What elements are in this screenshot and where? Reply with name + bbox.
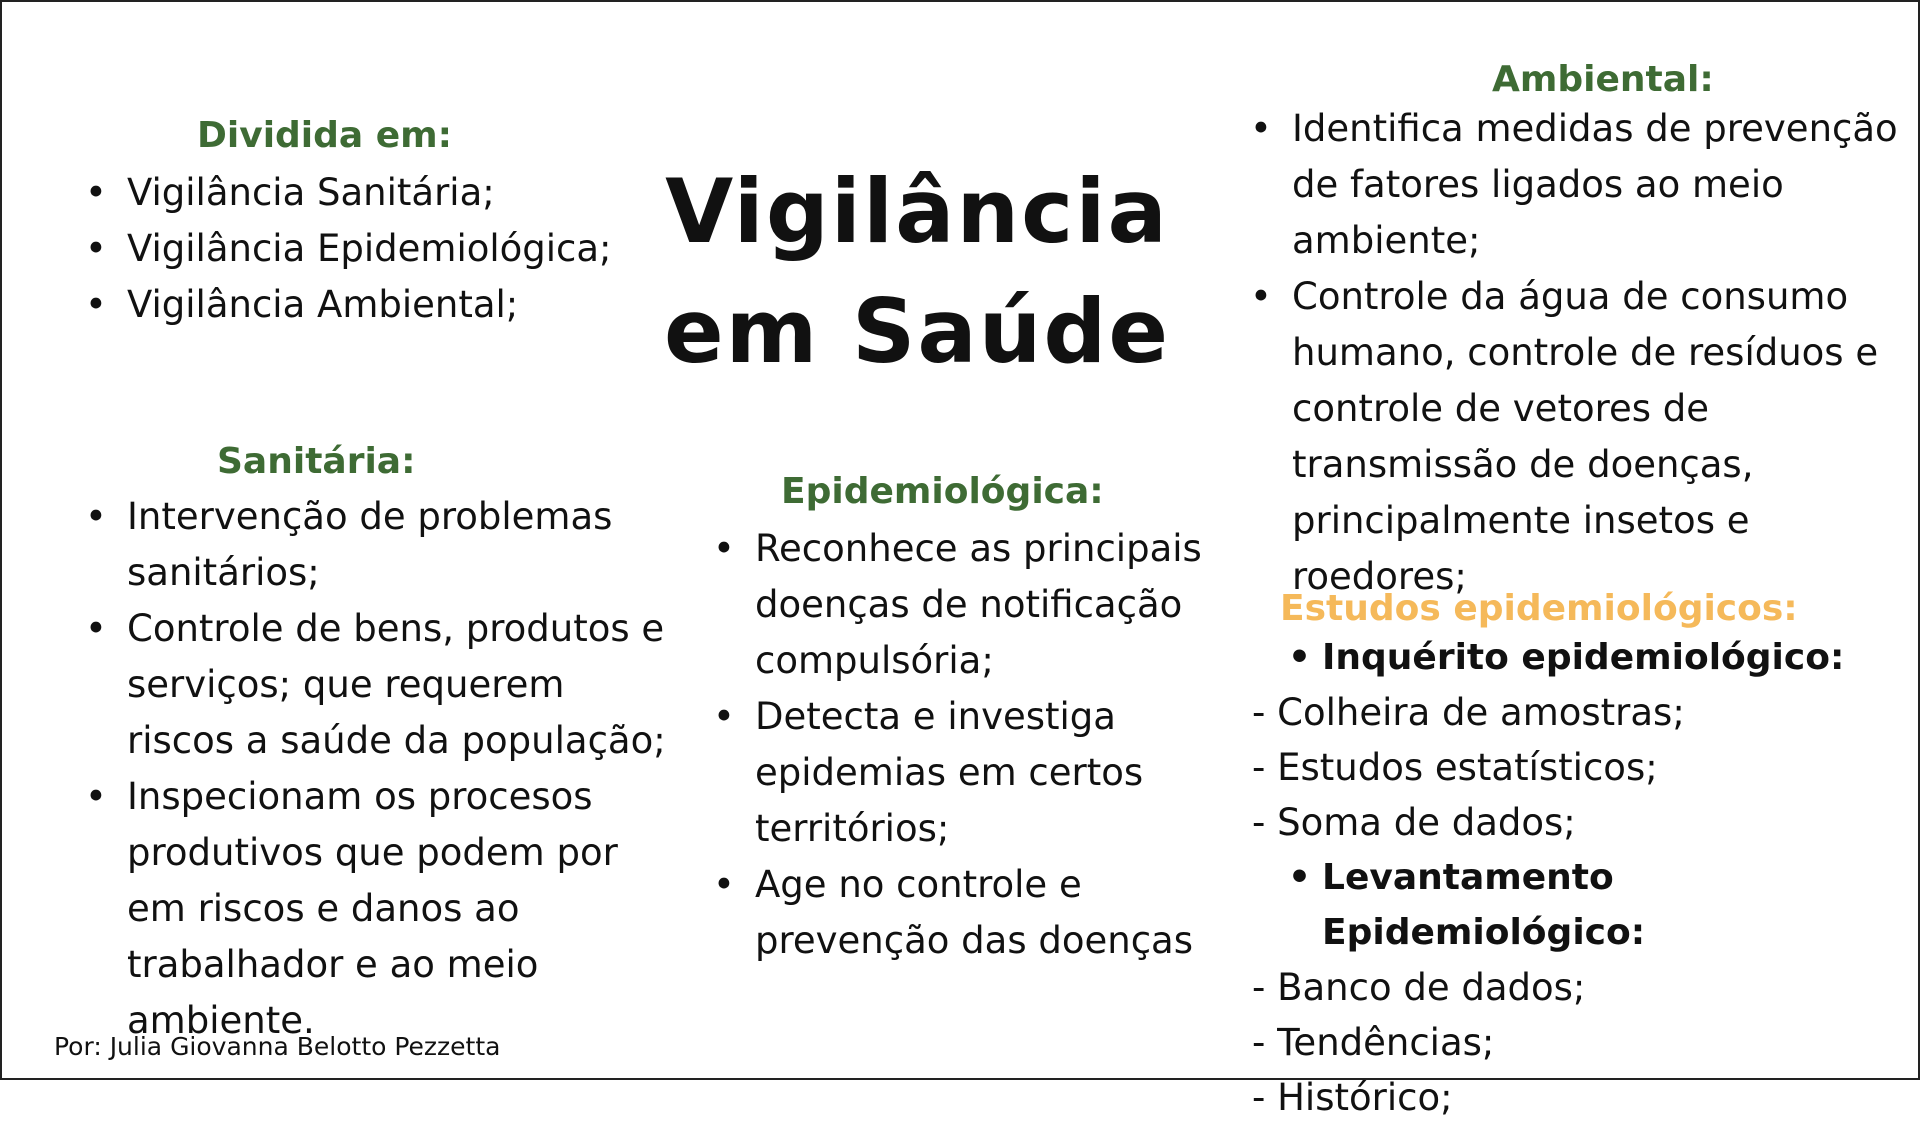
- list-item: • Vigilância Ambiental;: [77, 277, 637, 333]
- ambiental-heading: Ambiental:: [1492, 59, 1714, 100]
- list-item: • Inspecionam os procesos produtivos que podem por em riscos e danos ao trabalhador e ao meio ambiente.: [77, 769, 677, 1049]
- author-credit: Por: Julia Giovanna Belotto Pezzetta: [54, 1032, 501, 1061]
- estudos-heading: Estudos epidemiológicos:: [1280, 588, 1798, 629]
- list-item: - Estudos estatísticos;: [1252, 746, 1658, 790]
- ambiental-list: [1242, 101, 1902, 605]
- ambiental-section: [1242, 58, 1902, 605]
- sanitaria-list: [77, 489, 677, 1049]
- list-item: - Histórico;: [1252, 1076, 1453, 1120]
- list-item: • Controle de bens, produtos e serviços; que requerem riscos a saúde da população;: [77, 601, 677, 769]
- list-item: • Age no controle e prevenção das doenças: [705, 857, 1205, 969]
- title-block: [612, 152, 1222, 392]
- list-item: • Controle da água de consumo humano, controle de resíduos e controle de vetores de transmissão de doenças, principalmente insetos e roedores;: [1242, 269, 1902, 605]
- list-item: • Vigilância Sanitária;: [77, 165, 637, 221]
- list-item: - Soma de dados;: [1252, 801, 1576, 845]
- sanitaria-section: [77, 440, 677, 1049]
- list-item: • Intervenção de problemas sanitários;: [77, 489, 677, 601]
- list-item: - Banco de dados;: [1252, 966, 1586, 1010]
- list-item: • Detecta e investiga epidemias em certos territórios;: [705, 689, 1205, 857]
- levantamento-heading: • Levantamento Epidemiológico:: [1280, 850, 1902, 960]
- sanitaria-heading: Sanitária:: [217, 441, 416, 482]
- inquerito-heading: • Inquérito epidemiológico:: [1280, 630, 1902, 685]
- list-item: - Colheira de amostras;: [1252, 691, 1685, 735]
- list-item: - Tendências;: [1252, 1021, 1495, 1065]
- dividida-section: [77, 114, 637, 333]
- epidemiologica-heading: Epidemiológica:: [781, 471, 1104, 512]
- estudos-section: [1252, 587, 1902, 1125]
- page-title: Vigilância em Saúde: [663, 160, 1171, 383]
- epidemiologica-section: [705, 470, 1205, 969]
- dividida-heading: Dividida em:: [197, 115, 453, 156]
- epidemiologica-list: [705, 521, 1205, 969]
- list-item: • Reconhece as principais doenças de notificação compulsória;: [705, 521, 1205, 689]
- list-item: • Identifica medidas de prevenção de fatores ligados ao meio ambiente;: [1242, 101, 1902, 269]
- dividida-list: [77, 165, 637, 333]
- list-item: • Vigilância Epidemiológica;: [77, 221, 637, 277]
